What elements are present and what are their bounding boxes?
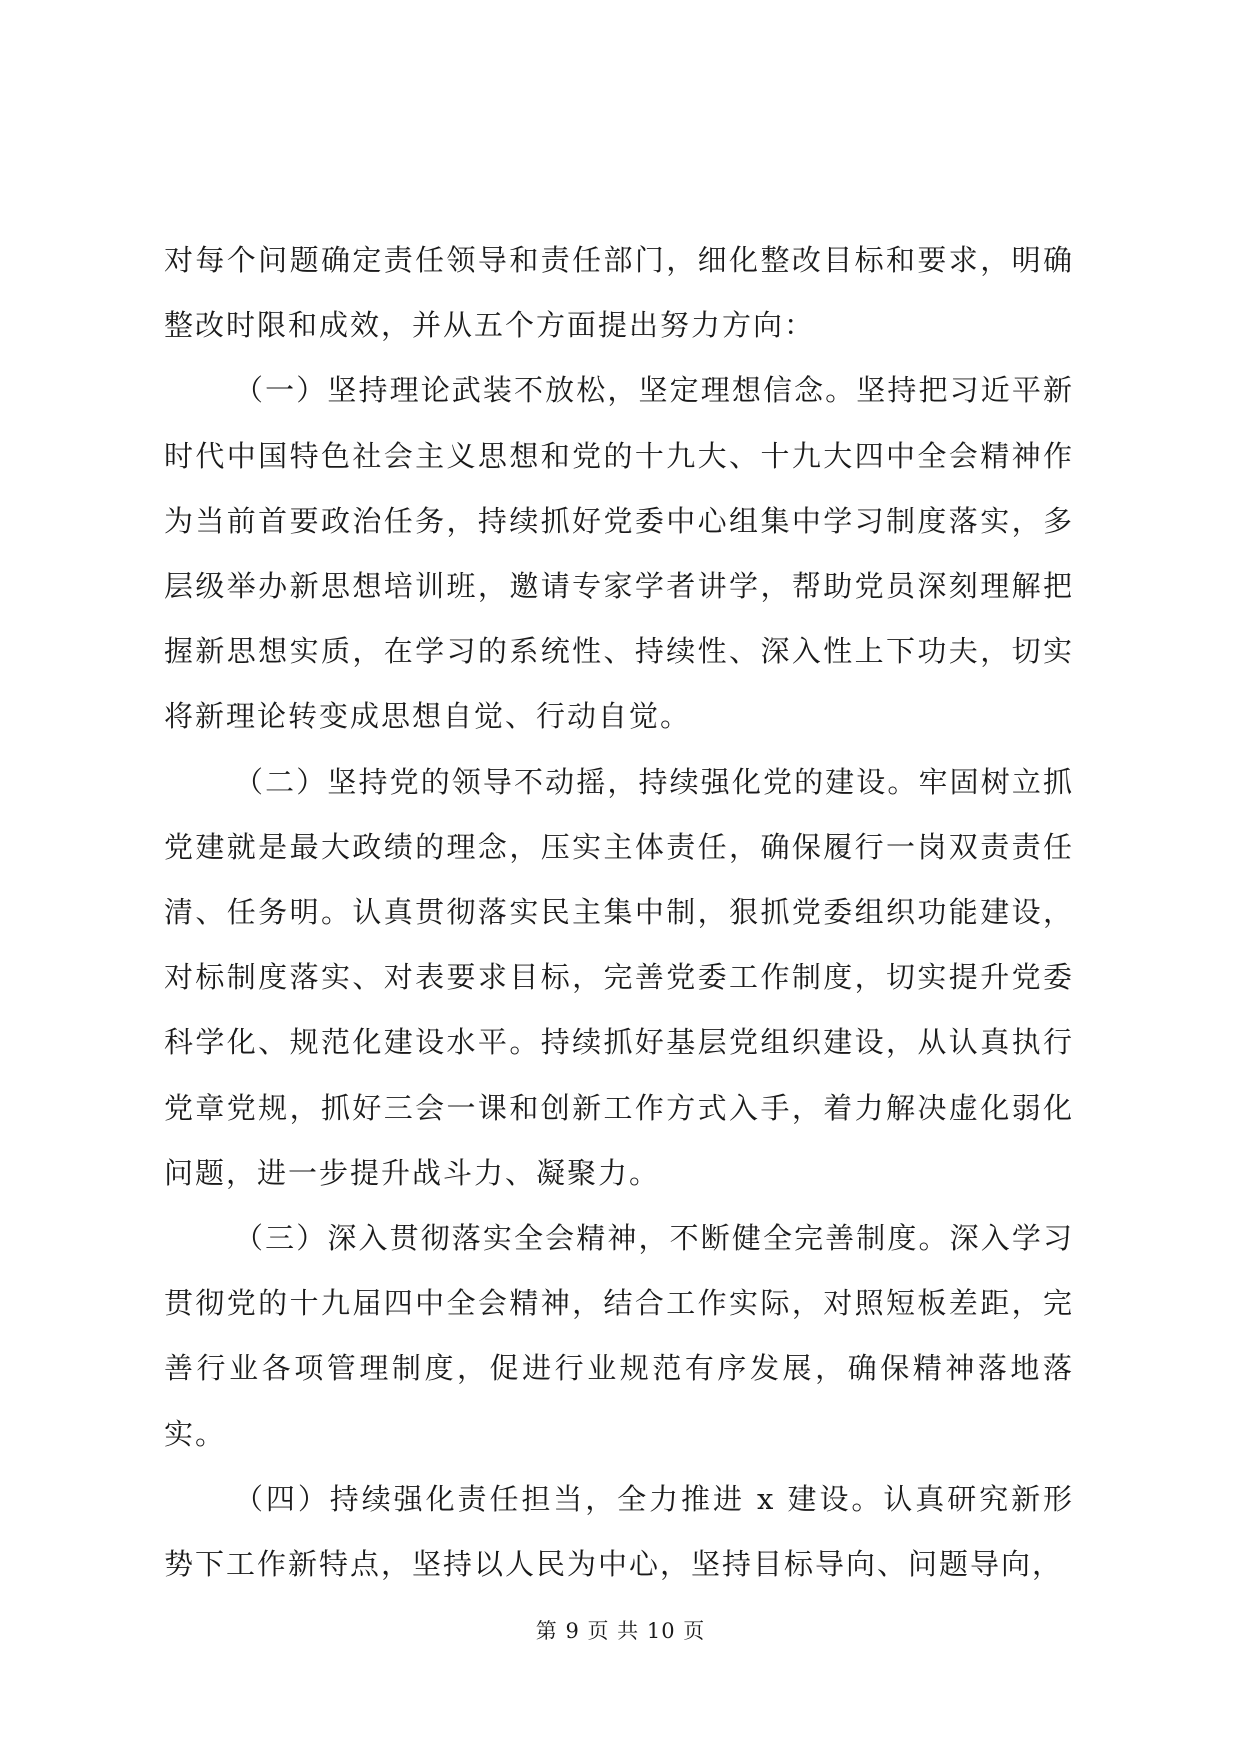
document-body xyxy=(164,228,1074,1597)
page-number-footer: 第 9 页 共 10 页 xyxy=(535,1619,706,1643)
paragraph-item-2: （二）坚持党的领导不动摇，持续强化党的建设。牢固树立抓党建就是最大政绩的理念，压实主体责任，确保履行一岗双责责任清、任务明。认真贯彻落实民主集中制，狠抓党委组织功能建设，对标制度落实、对表要求目标，完善党委工作制度，切实提升党委科学化、规范化建设水平。持续抓好基层党组织建设，从认真执行党章党规，抓好三会一课和创新工作方式入手，着力解决虚化弱化问题，进一步提升战斗力、凝聚力。 xyxy=(164,764,1074,1190)
paragraph-intro: 对每个问题确定责任领导和责任部门，细化整改目标和要求，明确整改时限和成效，并从五个方面提出努力方向： xyxy=(164,243,1074,343)
paragraph-item-4: （四）持续强化责任担当，全力推进 x 建设。认真研究新形势下工作新特点，坚持以人民为中心，坚持目标导向、问题导向， xyxy=(164,1481,1074,1582)
paragraph-item-3: （三）深入贯彻落实全会精神，不断健全完善制度。深入学习贯彻党的十九届四中全会精神，结合工作实际，对照短板差距，完善行业各项管理制度，促进行业规范有序发展，确保精神落地落实。 xyxy=(164,1221,1074,1451)
paragraph-item-1: （一）坚持理论武装不放松，坚定理想信念。坚持把习近平新时代中国特色社会主义思想和党的十九大、十九大四中全会精神作为当前首要政治任务，持续抓好党委中心组集中学习制度落实，多层级举办新思想培训班，邀请专家学者讲学，帮助党员深刻理解把握新思想实质，在学习的系统性、持续性、深入性上下功夫，切实将新理论转变成思想自觉、行动自觉。 xyxy=(164,373,1074,734)
